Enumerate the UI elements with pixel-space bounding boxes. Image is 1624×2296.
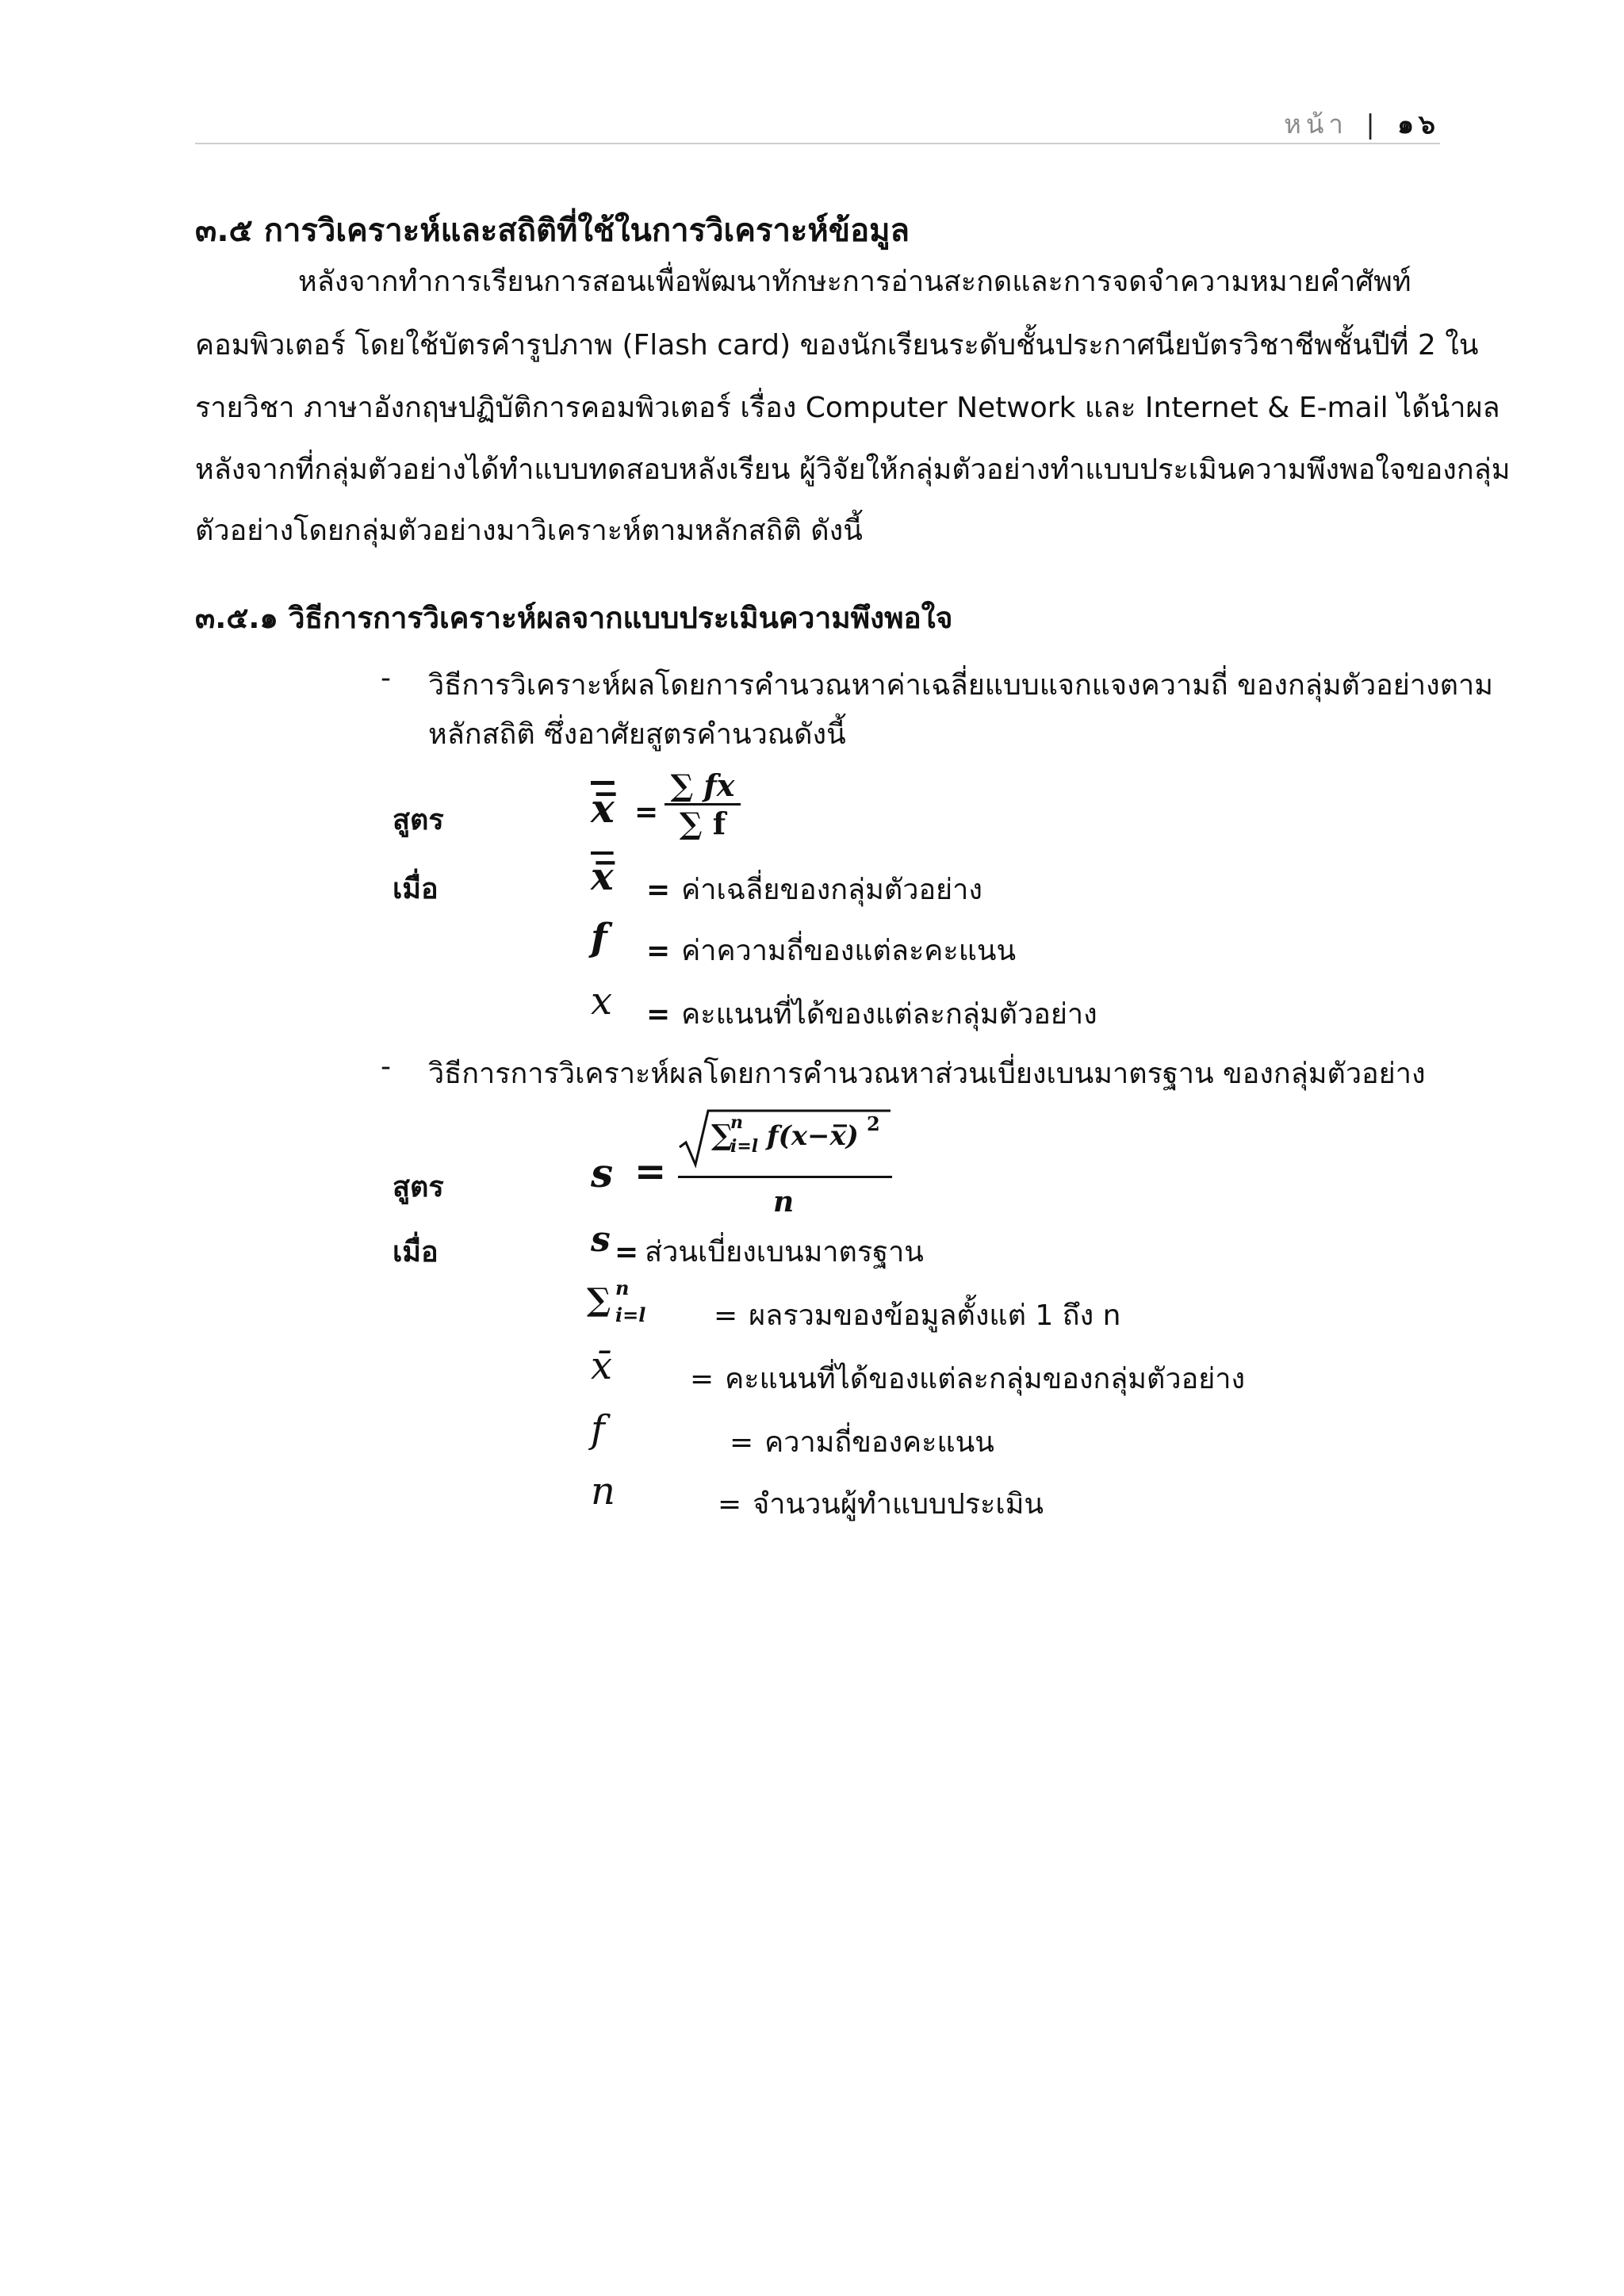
page-word: หน้า bbox=[1284, 109, 1348, 140]
equals-sign: = bbox=[646, 935, 671, 967]
where-1-symbol-xbar: x̅ bbox=[591, 855, 614, 899]
bullet-1-line-1: วิธีการวิเคราะห์ผลโดยการคำนวณหาค่าเฉลี่ยแบบแจกแจงความถี่ ของกลุ่มตัวอย่างตาม bbox=[428, 669, 1493, 702]
equals-sign: = bbox=[646, 874, 671, 906]
formula-1-fraction bbox=[665, 767, 741, 841]
paragraph-line-4: หลังจากที่กลุ่มตัวอย่างได้ทำแบบทดสอบหลังเรียน ผู้วิจัยให้กลุ่มตัวอย่างทำแบบประเมินความพึงพอใจของกลุ่ม bbox=[195, 453, 1511, 486]
where-2-item-5 bbox=[718, 1481, 1044, 1526]
page-separator: | bbox=[1365, 109, 1380, 140]
formula-2-denominator: n bbox=[773, 1185, 795, 1219]
where-2-desc-4: ความถี่ของคะแนน bbox=[764, 1426, 994, 1459]
sum-symbol: ∑ bbox=[587, 1281, 611, 1318]
subsection-heading: ๓.๕.๑ วิธีการการวิเคราะห์ผลจากแบบประเมินความพึงพอใจ bbox=[195, 601, 953, 635]
where-2-symbol-s: s bbox=[591, 1219, 611, 1260]
formula-2-sum-lower: i=l bbox=[730, 1136, 759, 1157]
header-rule bbox=[195, 143, 1440, 144]
formula-1-lhs: x̅ bbox=[591, 785, 615, 832]
paragraph-line-1: หลังจากทำการเรียนการสอนเพื่อพัฒนาทักษะการอ่านสะกดและการจดจำความหมายคำศัพท์ bbox=[298, 266, 1411, 298]
where-2-desc-3: คะแนนที่ได้ของแต่ละกลุ่มของกลุ่มตัวอย่าง bbox=[725, 1363, 1246, 1395]
equals-sign: = bbox=[646, 998, 671, 1031]
where-1-desc-2: ค่าความถี่ของแต่ละคะแนน bbox=[681, 935, 1017, 967]
where-2-desc-2: ผลรวมของข้อมูลตั้งแต่ 1 ถึง n bbox=[749, 1299, 1121, 1332]
where-2-item-4 bbox=[730, 1419, 994, 1464]
formula-1-equals: = bbox=[634, 796, 659, 828]
where-2-desc-5: จำนวนผู้ทำแบบประเมิน bbox=[753, 1488, 1044, 1521]
where-2-item-1 bbox=[615, 1229, 924, 1274]
fraction-bar bbox=[678, 1176, 892, 1178]
equals-sign: = bbox=[714, 1299, 738, 1332]
formula-2-body: f(x−x̅) bbox=[767, 1120, 859, 1152]
where-2-desc-1: ส่วนเบี่ยงเบนมาตรฐาน bbox=[645, 1236, 924, 1269]
formula-2-label: สูตร bbox=[393, 1171, 444, 1203]
bullet-dash-1: - bbox=[381, 662, 391, 695]
formula-2-power: 2 bbox=[867, 1112, 880, 1135]
page-header bbox=[195, 100, 1440, 144]
where-1-label: เมื่อ bbox=[393, 873, 439, 905]
where-2-label: เมื่อ bbox=[393, 1236, 439, 1269]
bullet-dash-2: - bbox=[381, 1050, 391, 1083]
where-1-item-2 bbox=[646, 928, 1016, 973]
equals-sign: = bbox=[730, 1426, 754, 1459]
where-2-symbol-n: n bbox=[591, 1469, 615, 1513]
where-2-symbol-xbar: x̄ bbox=[591, 1344, 613, 1388]
formula-2-lhs: s bbox=[591, 1150, 614, 1196]
where-1-item-3 bbox=[646, 991, 1097, 1036]
where-1-desc-1: ค่าเฉลี่ยของกลุ่มตัวอย่าง bbox=[681, 874, 982, 906]
sum-upper: n bbox=[615, 1276, 630, 1299]
where-2-item-2 bbox=[714, 1292, 1120, 1337]
formula-1-label: สูตร bbox=[393, 804, 444, 836]
where-2-symbol-f: f bbox=[591, 1407, 605, 1452]
page-number: ๑๖ bbox=[1397, 109, 1440, 140]
paragraph-line-2: คอมพิวเตอร์ โดยใช้บัตรคำรูปภาพ (Flash card) ของนักเรียนระดับชั้นประกาศนียบัตรวิชาชีพชั้นปีที่ 2 ใน bbox=[195, 329, 1479, 362]
formula-2-equals: = bbox=[634, 1150, 667, 1194]
where-2-symbol-sum bbox=[587, 1276, 682, 1332]
formula-2-sum-symbol: ∑ bbox=[711, 1119, 733, 1152]
equals-sign: = bbox=[718, 1488, 742, 1521]
section-heading: ๓.๕ การวิเคราะห์และสถิติที่ใช้ในการวิเคราะห์ข้อมูล bbox=[195, 212, 910, 249]
bullet-1-line-2: หลักสถิติ ซึ่งอาศัยสูตรคำนวณดังนี้ bbox=[428, 718, 846, 751]
bullet-2-line-1: วิธีการการวิเคราะห์ผลโดยการคำนวณหาส่วนเบี่ยงเบนมาตรฐาน ของกลุ่มตัวอย่าง bbox=[428, 1058, 1426, 1090]
page-label bbox=[1284, 103, 1440, 145]
formula-2-fraction bbox=[678, 1106, 892, 1225]
formula-2-sum-upper: n bbox=[730, 1112, 743, 1133]
where-1-desc-3: คะแนนที่ได้ของแต่ละกลุ่มตัวอย่าง bbox=[681, 998, 1097, 1031]
where-1-item-1 bbox=[646, 867, 982, 912]
paragraph-line-3: รายวิชา ภาษาอังกฤษปฏิบัติการคอมพิวเตอร์ เรื่อง Computer Network และ Internet & E-mail ได้นำผล bbox=[195, 392, 1500, 424]
where-1-symbol-f: f bbox=[591, 916, 607, 960]
equals-sign: = bbox=[690, 1363, 714, 1395]
equals-sign: = bbox=[615, 1236, 639, 1269]
sum-lower: i=l bbox=[615, 1303, 646, 1326]
formula-1-numerator: ∑ fx bbox=[670, 767, 735, 803]
formula-1-denominator: ∑ f bbox=[679, 806, 726, 841]
paragraph-line-5: ตัวอย่างโดยกลุ่มตัวอย่างมาวิเคราะห์ตามหลักสถิติ ดังนี้ bbox=[195, 515, 863, 547]
where-1-symbol-x: x bbox=[591, 979, 613, 1024]
where-2-item-3 bbox=[690, 1356, 1245, 1401]
